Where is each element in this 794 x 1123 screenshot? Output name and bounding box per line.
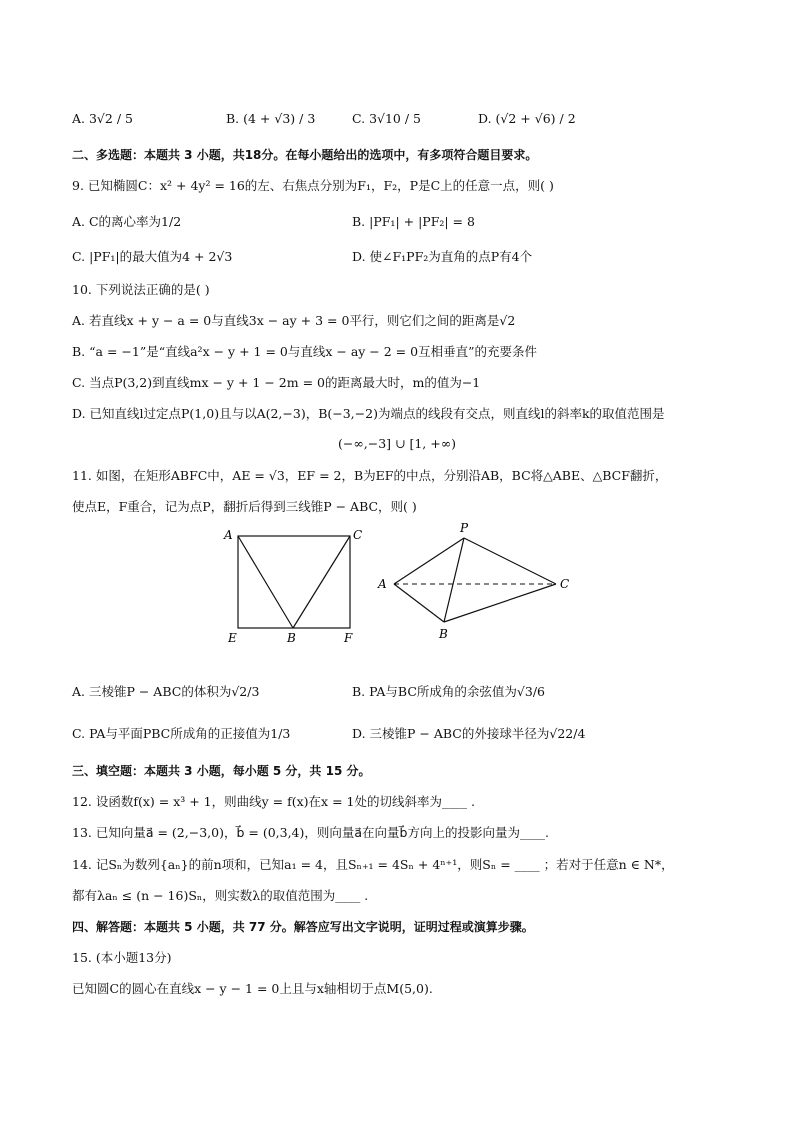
q8-option-a: A. 3√2 / 5 xyxy=(72,111,133,126)
q8-option-c: C. 3√10 / 5 xyxy=(352,111,422,126)
section3-header: 三、填空题：本题共 3 小题，每小题 5 分，共 15 分。 xyxy=(72,764,371,778)
fig1-label-e: E xyxy=(228,631,237,645)
fig1-label-b: B xyxy=(287,631,296,645)
section2-header: 二、多选题：本题共 3 小题，共18分。在每小题给出的选项中，有多项符合题目要求。 xyxy=(72,148,538,162)
q15-title: 15. (本小题13分) xyxy=(72,950,172,965)
q8-option-d: D. (√2 + √6) / 2 xyxy=(478,111,576,126)
q10-option-c: C. 当点P(3,2)到直线mx − y + 1 − 2m = 0的距离最大时，m的值为−1 xyxy=(72,375,481,390)
fig1-label-c: C xyxy=(353,528,363,542)
q11-option-c: C. PA与平面PBC所成角的正接值为1/3 xyxy=(72,726,291,741)
q9-option-a: A. C的离心率为1/2 xyxy=(72,214,182,229)
q12-text: 12. 设函数f(x) = x³ + 1，则曲线y = f(x)在x = 1处的切线斜率为____ . xyxy=(72,794,475,809)
q11-option-b: B. PA与BC所成角的余弦值为√3/6 xyxy=(352,684,545,699)
q11-figure-rectangle xyxy=(220,522,370,652)
fig2-label-p: P xyxy=(460,521,469,535)
q13-text: 13. 已知向量a⃗ = (2,−3,0)，b⃗ = (0,3,4)，则向量a⃗在向量b⃗方向上的投影向量为____. xyxy=(72,825,549,840)
q11-figure-tetrahedron xyxy=(372,518,582,648)
q15-text: 已知圆C的圆心在直线x − y − 1 = 0上且与x轴相切于点M(5,0). xyxy=(72,981,433,996)
fig2-label-c: C xyxy=(560,577,570,591)
q10-stem: 10. 下列说法正确的是( ) xyxy=(72,282,210,297)
fig2-label-b: B xyxy=(439,627,448,641)
q9-option-c: C. |PF₁|的最大值为4 + 2√3 xyxy=(72,249,233,264)
q10-option-d-range: (−∞,−3] ∪ [1, +∞) xyxy=(338,436,456,451)
q8-option-b: B. (4 + √3) / 3 xyxy=(226,111,316,126)
q10-option-a: A. 若直线x + y − a = 0与直线3x − ay + 3 = 0平行，则它们之间的距离是√2 xyxy=(72,313,516,328)
fig2-label-a: A xyxy=(378,577,387,591)
fig1-label-a: A xyxy=(224,528,233,542)
q9-option-d: D. 使∠F₁PF₂为直角的点P有4个 xyxy=(352,249,533,264)
q11-stem-line1: 11. 如图，在矩形ABFC中，AE = √3，EF = 2，B为EF的中点，分别沿AB，BC将△ABE、△BCF翻折， xyxy=(72,468,668,483)
fig1-label-f: F xyxy=(344,631,353,645)
q10-option-d: D. 已知直线l过定点P(1,0)且与以A(2,−3)，B(−3,−2)为端点的线段有交点，则直线l的斜率k的取值范围是 xyxy=(72,406,665,421)
q14-line1: 14. 记Sₙ为数列{aₙ}的前n项和，已知a₁ = 4，且Sₙ₊₁ = 4Sₙ + 4ⁿ⁺¹，则Sₙ = ____ ；若对于任意n ∈ N*， xyxy=(72,857,674,872)
q11-option-a: A. 三棱锥P − ABC的体积为√2/3 xyxy=(72,684,260,699)
section4-header: 四、解答题：本题共 5 小题，共 77 分。解答应写出文字说明，证明过程或演算步骤。 xyxy=(72,920,534,934)
q11-stem-line2: 使点E，F重合，记为点P，翻折后得到三线锥P − ABC，则( ) xyxy=(72,499,417,514)
q9-stem: 9. 已知椭圆C：x² + 4y² = 16的左、右焦点分别为F₁，F₂，P是C上的任意一点，则( ) xyxy=(72,178,554,193)
q14-line2: 都有λaₙ ≤ (n − 16)Sₙ，则实数λ的取值范围为____ . xyxy=(72,888,369,903)
q10-option-b: B. “a = −1”是“直线a²x − y + 1 = 0与直线x − ay − 2 = 0互相垂直”的充要条件 xyxy=(72,344,537,359)
q9-option-b: B. |PF₁| + |PF₂| = 8 xyxy=(352,214,475,229)
q11-option-d: D. 三棱锥P − ABC的外接球半径为√22/4 xyxy=(352,726,586,741)
